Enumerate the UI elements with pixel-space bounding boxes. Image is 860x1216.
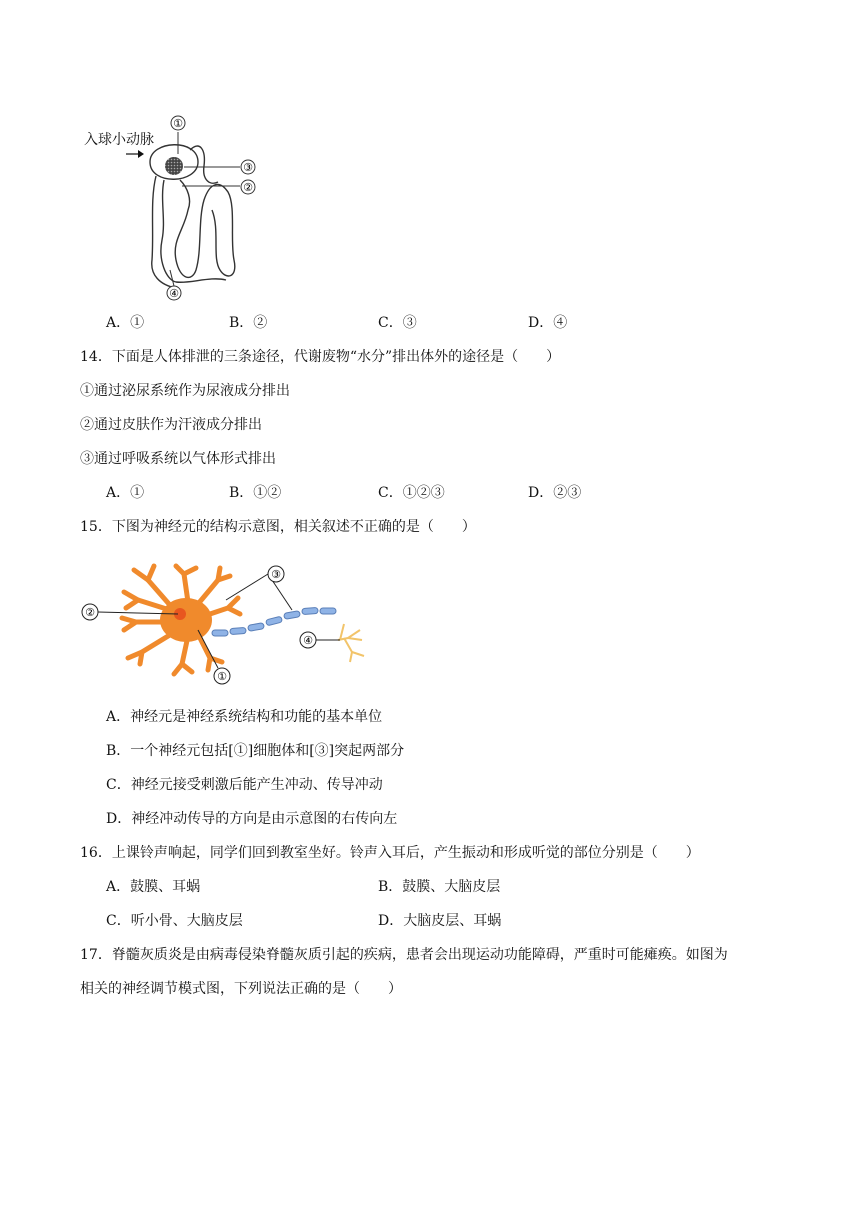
q16-option-a[interactable]: A．鼓膜、耳蜗 [106,879,201,895]
q14-option-a[interactable]: A．① [106,485,145,501]
neuron-marker-2: ② [85,606,95,619]
q14-item-3: ③通过呼吸系统以气体形式排出 [80,451,276,467]
q13-option-d[interactable]: D．④ [528,315,568,331]
q13-option-c[interactable]: C．③ [378,315,417,331]
neuron-marker-1: ① [217,670,227,683]
kidney-marker-1: ① [173,117,183,130]
q14-item-1: ①通过泌尿系统作为尿液成分排出 [80,383,290,399]
q17-stem-line-2: 相关的神经调节模式图，下列说法正确的是（ ） [80,981,402,997]
q14-option-d[interactable]: D．②③ [528,485,582,501]
neuron-marker-3: ③ [271,568,281,581]
q16-option-c[interactable]: C．听小骨、大脑皮层 [106,913,243,929]
cell-body [160,598,212,642]
q14-stem: 14．下面是人体排泄的三条途径，代谢废物“水分”排出体外的途径是（ ） [80,349,561,365]
nephron-figure [80,110,280,305]
q15-option-d[interactable]: D．神经冲动传导的方向是由示意图的右传向左 [106,811,398,827]
q16-option-b[interactable]: B．鼓膜、大脑皮层 [378,879,501,895]
q15-option-b[interactable]: B．一个神经元包括[①]细胞体和[③]突起两部分 [106,743,405,759]
q13-option-b[interactable]: B．② [229,315,268,331]
axon-terminal [338,624,364,662]
q15-stem: 15．下图为神经元的结构示意图，相关叙述不正确的是（ ） [80,519,476,535]
q16-stem: 16．上课铃声响起，同学们回到教室坐好。铃声入耳后，产生振动和形成听觉的部位分别是（ ） [80,845,700,861]
q14-item-2: ②通过皮肤作为汗液成分排出 [80,417,262,433]
kidney-marker-3: ③ [243,161,253,174]
kidney-marker-2: ② [243,181,253,194]
afferent-arteriole-label: 入球小动脉 [84,132,154,148]
q14-option-b[interactable]: B．①② [229,485,282,501]
q16-option-d[interactable]: D．大脑皮层、耳蜗 [378,913,502,929]
neuron-figure [78,560,378,688]
q14-option-c[interactable]: C．①②③ [378,485,445,501]
q13-option-a[interactable]: A．① [106,315,145,331]
q17-stem-line-1: 17．脊髓灰质炎是由病毒侵染脊髓灰质引起的疾病，患者会出现运动功能障碍，严重时可能瘫痪。如图为 [80,947,728,963]
neuron-marker-4: ④ [303,634,313,647]
kidney-marker-4: ④ [169,287,179,300]
q15-option-c[interactable]: C．神经元接受刺激后能产生冲动、传导冲动 [106,777,383,793]
q15-option-a[interactable]: A．神经元是神经系统结构和功能的基本单位 [106,709,383,725]
